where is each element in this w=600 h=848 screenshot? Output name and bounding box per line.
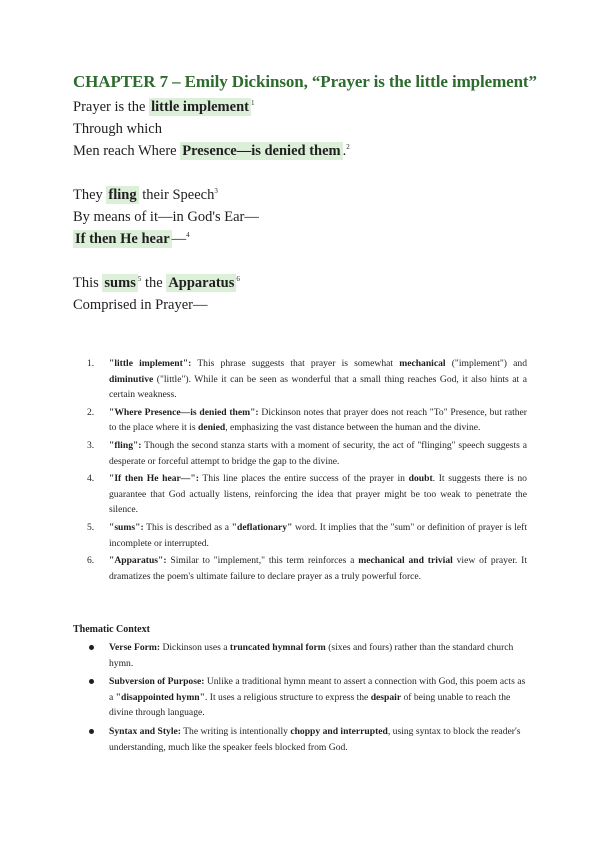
stanza-gap [73, 162, 350, 184]
highlight-fling: fling [108, 187, 137, 203]
footnote-text: ("little"). While it can be seen as wonderful that a small thing reaches God, it also hints at a certain weakness. [109, 373, 527, 401]
footnote-term: "little implement": [109, 358, 192, 369]
footnote-item [87, 356, 527, 403]
footnote-number: 5. [87, 521, 95, 533]
footnote-text: This is described as a [143, 521, 232, 533]
footnote-item [87, 438, 527, 469]
context-text: The writing is intentionally [180, 725, 291, 737]
footnote-number: 2. [87, 406, 95, 418]
footnote-text: Though the second stanza starts with a moment of security, the act of "flinging" speech suggests a desperate or forceful attempt to bridge the gap to the divine. [109, 439, 527, 467]
poem-line-8: Comprised in Prayer— [73, 297, 208, 313]
footnote-term: "Where Presence—is denied them": [109, 406, 259, 418]
thematic-context-title: Thematic Context [73, 624, 150, 635]
bullet-icon [89, 729, 94, 734]
footnote-number: 4. [87, 473, 95, 485]
footnote-term: "sums": [109, 521, 144, 533]
poem-line-4 [73, 184, 350, 206]
poem-text: They [73, 187, 107, 203]
footnote-emphasis: denied [197, 422, 226, 434]
poem-line-3 [73, 140, 350, 162]
footnote-term: "fling": [109, 439, 142, 451]
context-term: Syntax and Style: [109, 725, 181, 737]
footnote-ref-1[interactable]: 1 [250, 99, 255, 108]
footnote-emphasis: mechanical and trivial [358, 555, 453, 567]
footnote-text: word. It implies that the "sum" or definition of prayer is left incomplete or interrupted. [109, 521, 527, 549]
chapter-heading: CHAPTER 7 – Emily Dickinson, “Prayer is the little implement” [73, 72, 537, 91]
highlight-presence: Presence—is denied them [182, 143, 341, 159]
footnote-text: Dickinson notes that prayer does not reach "To" Presence, but rather to the place where it is [109, 406, 527, 434]
bullet-icon [89, 679, 94, 684]
context-term: Verse Form: [109, 642, 161, 653]
context-text: of being unable to reach the divine through language. [109, 691, 511, 719]
footnote-item [87, 520, 527, 551]
context-term: Subversion of Purpose: [109, 676, 205, 688]
context-text: (sixes and fours) rather than the standard church hymn. [109, 642, 514, 669]
bullet-icon [89, 645, 94, 650]
footnote-text: This phrase suggests that prayer is somewhat [191, 358, 400, 369]
thematic-context-list [87, 640, 527, 758]
context-text: Dickinson uses a [160, 642, 230, 653]
poem-text: Men reach Where [73, 143, 181, 159]
footnote-ref-4[interactable]: 4 [186, 231, 190, 240]
footnote-number: 3. [87, 439, 95, 451]
context-text: Unlike a traditional hymn meant to assert a connection with God, this poem acts as a [109, 676, 526, 703]
footnote-term: "Apparatus": [109, 555, 167, 567]
footnote-emphasis: doubt [408, 473, 433, 485]
footnote-number: 6. [87, 555, 95, 567]
footnote-ref-5[interactable]: 5 [137, 275, 142, 284]
footnote-text: , emphasizing the vast distance between the human and the divine. [225, 422, 481, 434]
context-emphasis: choppy and interrupted [290, 725, 388, 737]
context-item [87, 724, 527, 755]
footnote-text: . It suggests there is no guarantee that God actually listens, reinforcing the idea that prayer might be too weak to penetrate the silence. [109, 473, 527, 516]
context-item [87, 674, 527, 721]
poem-text: This [73, 275, 103, 291]
footnote-term: "If then He hear—": [109, 473, 199, 485]
poem-text: Prayer is the [73, 99, 150, 115]
footnote-text: This line places the entire success of the prayer in [198, 473, 409, 485]
poem-text: . [342, 143, 347, 159]
poem-text: their Speech [138, 187, 215, 203]
footnote-text: view of prayer. It dramatizes the poem's ultimate failure to declare prayer as a truly powerful force. [109, 555, 527, 582]
footnotes-list [87, 356, 527, 586]
poem-line-7 [73, 272, 350, 294]
footnote-ref-3[interactable]: 3 [214, 187, 218, 196]
context-item [87, 640, 527, 671]
footnote-ref-2[interactable]: 2 [346, 143, 350, 152]
context-emphasis: despair [370, 691, 402, 703]
footnote-number: 1. [87, 358, 95, 369]
context-emphasis: truncated hymnal form [229, 642, 326, 653]
footnote-emphasis: mechanical [399, 358, 446, 369]
poem-line-2: Through which [73, 121, 162, 137]
footnote-item [87, 405, 527, 436]
poem [73, 96, 350, 316]
poem-line-1 [73, 96, 350, 118]
footnote-item [87, 553, 527, 584]
stanza-gap [73, 250, 350, 272]
context-text: . It uses a religious structure to express the [204, 691, 371, 703]
footnote-text: Similar to "implement," this term reinforces a [166, 555, 359, 567]
poem-text: — [171, 231, 187, 247]
footnote-emphasis: "deflationary" [231, 521, 293, 533]
footnote-text: ("implement") and [445, 358, 527, 369]
context-emphasis: "disappointed hymn" [115, 691, 205, 703]
footnote-ref-6[interactable]: 6 [236, 275, 240, 284]
footnote-emphasis: diminutive [109, 373, 154, 385]
footnote-item [87, 471, 527, 518]
poem-text: the [141, 275, 167, 291]
highlight-sums: sums [104, 275, 136, 291]
poem-line-6 [73, 228, 350, 250]
context-text: , using syntax to block the reader's understanding, much like the speaker feels blocked from God. [109, 725, 521, 753]
highlight-if-then-he-hear: If then He hear [75, 231, 170, 247]
highlight-little-implement: little implement [151, 99, 249, 115]
highlight-apparatus: Apparatus [168, 275, 235, 291]
poem-line-5: By means of it—in God's Ear— [73, 209, 259, 225]
